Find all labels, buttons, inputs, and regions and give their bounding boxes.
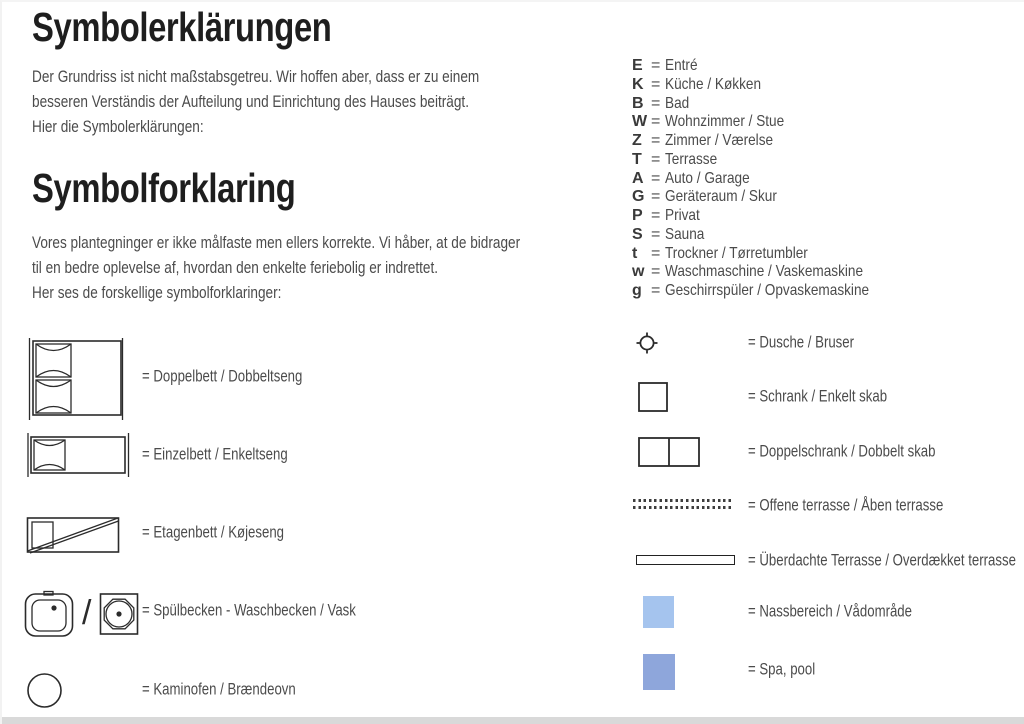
german-title: Symbolerklärungen <box>32 4 332 50</box>
room-letter: w <box>632 263 645 280</box>
room-label: Privat <box>665 207 700 224</box>
room-letter: t <box>632 245 638 262</box>
room-label: Waschmaschine / Vaskemaskine <box>665 263 864 280</box>
wood-stove-icon <box>26 672 63 709</box>
bunk-bed-icon <box>26 514 121 554</box>
room-label: Geräteraum / Skur <box>665 188 777 205</box>
equals-sign: = <box>651 245 661 262</box>
double-bed-icon <box>26 337 130 421</box>
room-letter: g <box>632 282 642 299</box>
sink-icons <box>24 588 139 638</box>
danish-intro-line-1: Vores plantegninger er ikke målfaste men ellers korrekte. Vi håber, at de bidrager <box>32 233 521 252</box>
wash-basin-icon <box>99 590 139 636</box>
double-cabinet-label: = Doppelschrank / Dobbelt skab <box>748 442 936 461</box>
room-label: Küche / Køkken <box>665 76 762 93</box>
room-label: Bad <box>665 95 690 112</box>
shower-icon <box>635 331 659 355</box>
equals-sign: = <box>651 151 661 168</box>
open-terrace-icon <box>633 499 733 509</box>
room-label: Trockner / Tørretumbler <box>665 245 808 262</box>
equals-sign: = <box>651 263 661 280</box>
equals-sign: = <box>651 226 661 243</box>
covered-terrace-icon <box>636 555 735 565</box>
equals-sign: = <box>651 113 661 130</box>
room-letter: K <box>632 76 644 93</box>
spa-pool-swatch <box>643 654 675 690</box>
equals-sign: = <box>651 95 661 112</box>
kitchen-sink-icon <box>24 588 74 638</box>
equals-sign: = <box>651 282 661 299</box>
room-letter: E <box>632 57 643 74</box>
room-label: Sauna <box>665 226 705 243</box>
room-letter: S <box>632 226 643 243</box>
danish-intro-line-2: til en bedre oplevelse af, hvordan den enkelte feriebolig er indrettet. <box>32 258 438 277</box>
wet-area-label: = Nassbereich / Vådområde <box>748 602 912 621</box>
double-cabinet-icon <box>638 437 700 467</box>
spa-pool-label: = Spa, pool <box>748 660 816 679</box>
room-label: Geschirrspüler / Opvaskemaskine <box>665 282 870 299</box>
dash-row <box>633 499 733 502</box>
wet-area-swatch <box>643 596 674 628</box>
room-letter: B <box>632 95 644 112</box>
room-letter: Z <box>632 132 642 149</box>
german-intro <box>32 64 591 139</box>
double-bed-label: = Doppelbett / Dobbeltseng <box>142 367 303 386</box>
german-intro-line-3: Hier die Symbolerklärungen: <box>32 117 204 136</box>
covered-terrace-label: = Überdachte Terrasse / Overdækket terrasse <box>748 551 1016 570</box>
room-label: Zimmer / Værelse <box>665 132 774 149</box>
german-intro-line-2: besseren Verständis der Aufteilung und Einrichtung des Hauses beiträgt. <box>32 92 469 111</box>
room-letter: P <box>632 207 643 224</box>
wood-stove-label: = Kaminofen / Brændeovn <box>142 680 296 699</box>
sink-label: = Spülbecken - Waschbecken / Vask <box>142 601 356 620</box>
single-bed-label: = Einzelbett / Enkeltseng <box>142 445 288 464</box>
german-intro-line-1: Der Grundriss ist nicht maßstabsgetreu. Wir hoffen aber, dass er zu einem <box>32 67 480 86</box>
room-label: Wohnzimmer / Stue <box>665 113 785 130</box>
equals-sign: = <box>651 76 661 93</box>
room-letter: T <box>632 151 642 168</box>
room-letter: W <box>632 113 648 130</box>
equals-sign: = <box>651 57 661 74</box>
page-bottom-edge <box>2 717 1024 724</box>
room-label: Terrasse <box>665 151 718 168</box>
danish-title: Symbolforklaring <box>32 165 296 211</box>
shower-label: = Dusche / Bruser <box>748 333 855 352</box>
equals-sign: = <box>651 170 661 187</box>
equals-sign: = <box>651 207 661 224</box>
dash-row <box>633 506 733 509</box>
equals-sign: = <box>651 132 661 149</box>
room-label: Auto / Garage <box>665 170 750 187</box>
room-letter: A <box>632 170 644 187</box>
bunk-bed-label: = Etagenbett / Køjeseng <box>142 523 284 542</box>
covered-terrace-bar <box>636 555 735 565</box>
open-terrace-label: = Offene terrasse / Åben terrasse <box>748 496 944 515</box>
danish-intro <box>32 230 645 305</box>
cabinet-label: = Schrank / Enkelt skab <box>748 387 888 406</box>
single-bed-icon <box>25 432 132 478</box>
danish-intro-line-3: Her ses de forskellige symbolforklaringer: <box>32 283 282 302</box>
equals-sign: = <box>651 188 661 205</box>
cabinet-icon <box>638 382 668 412</box>
room-label: Entré <box>665 57 698 74</box>
room-letter: G <box>632 188 645 205</box>
slash-separator: / <box>82 593 92 632</box>
